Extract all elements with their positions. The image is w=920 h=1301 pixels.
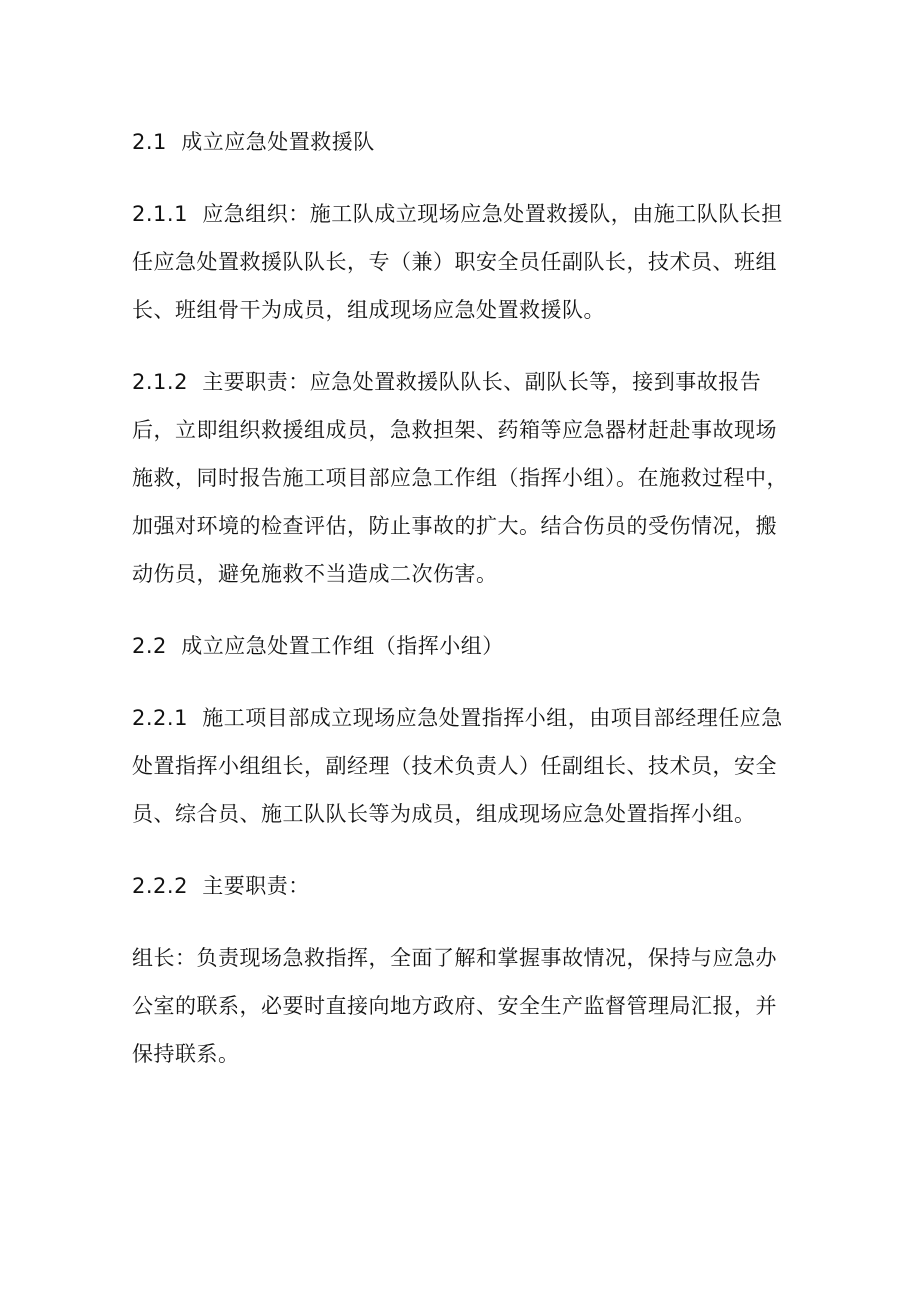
paragraph-2-2-1: 2.2.1 施工项目部成立现场应急处置指挥小组，由项目部经理任应急处置指挥小组组长，副经理（技术负责人）任副组长、技术员，安全员、综合员、施工队队长等为成员，组成现场应急处置指挥小组。 — [132, 706, 783, 826]
paragraph-2-1-1: 2.1.1 应急组织：施工队成立现场应急处置救援队，由施工队队长担任应急处置救援队队长，专（兼）职安全员任副队长，技术员、班组长、班组骨干为成员，组成现场应急处置救援队。 — [132, 202, 783, 322]
subheading-2-2-2: 2.2.2 主要职责： — [132, 874, 310, 898]
section-heading-2-2: 2.2 成立应急处置工作组（指挥小组） — [132, 634, 504, 658]
section-heading-2-1: 2.1 成立应急处置救援队 — [132, 130, 375, 154]
paragraph-2-1-2: 2.1.2 主要职责：应急处置救援队队长、副队长等，接到事故报告后，立即组织救援组成员，急救担架、药箱等应急器材赶赴事故现场施救，同时报告施工项目部应急工作组（指挥小组）。在施救过程中，加强对环境的检查评估，防止事故的扩大。结合伤员的受伤情况，搬动伤员，避免施救不当造成二次伤害。 — [132, 370, 788, 586]
paragraph-leader-duties: 组长：负责现场急救指挥，全面了解和掌握事故情况，保持与应急办公室的联系，必要时直接向地方政府、安全生产监督管理局汇报，并保持联系。 — [132, 946, 777, 1066]
